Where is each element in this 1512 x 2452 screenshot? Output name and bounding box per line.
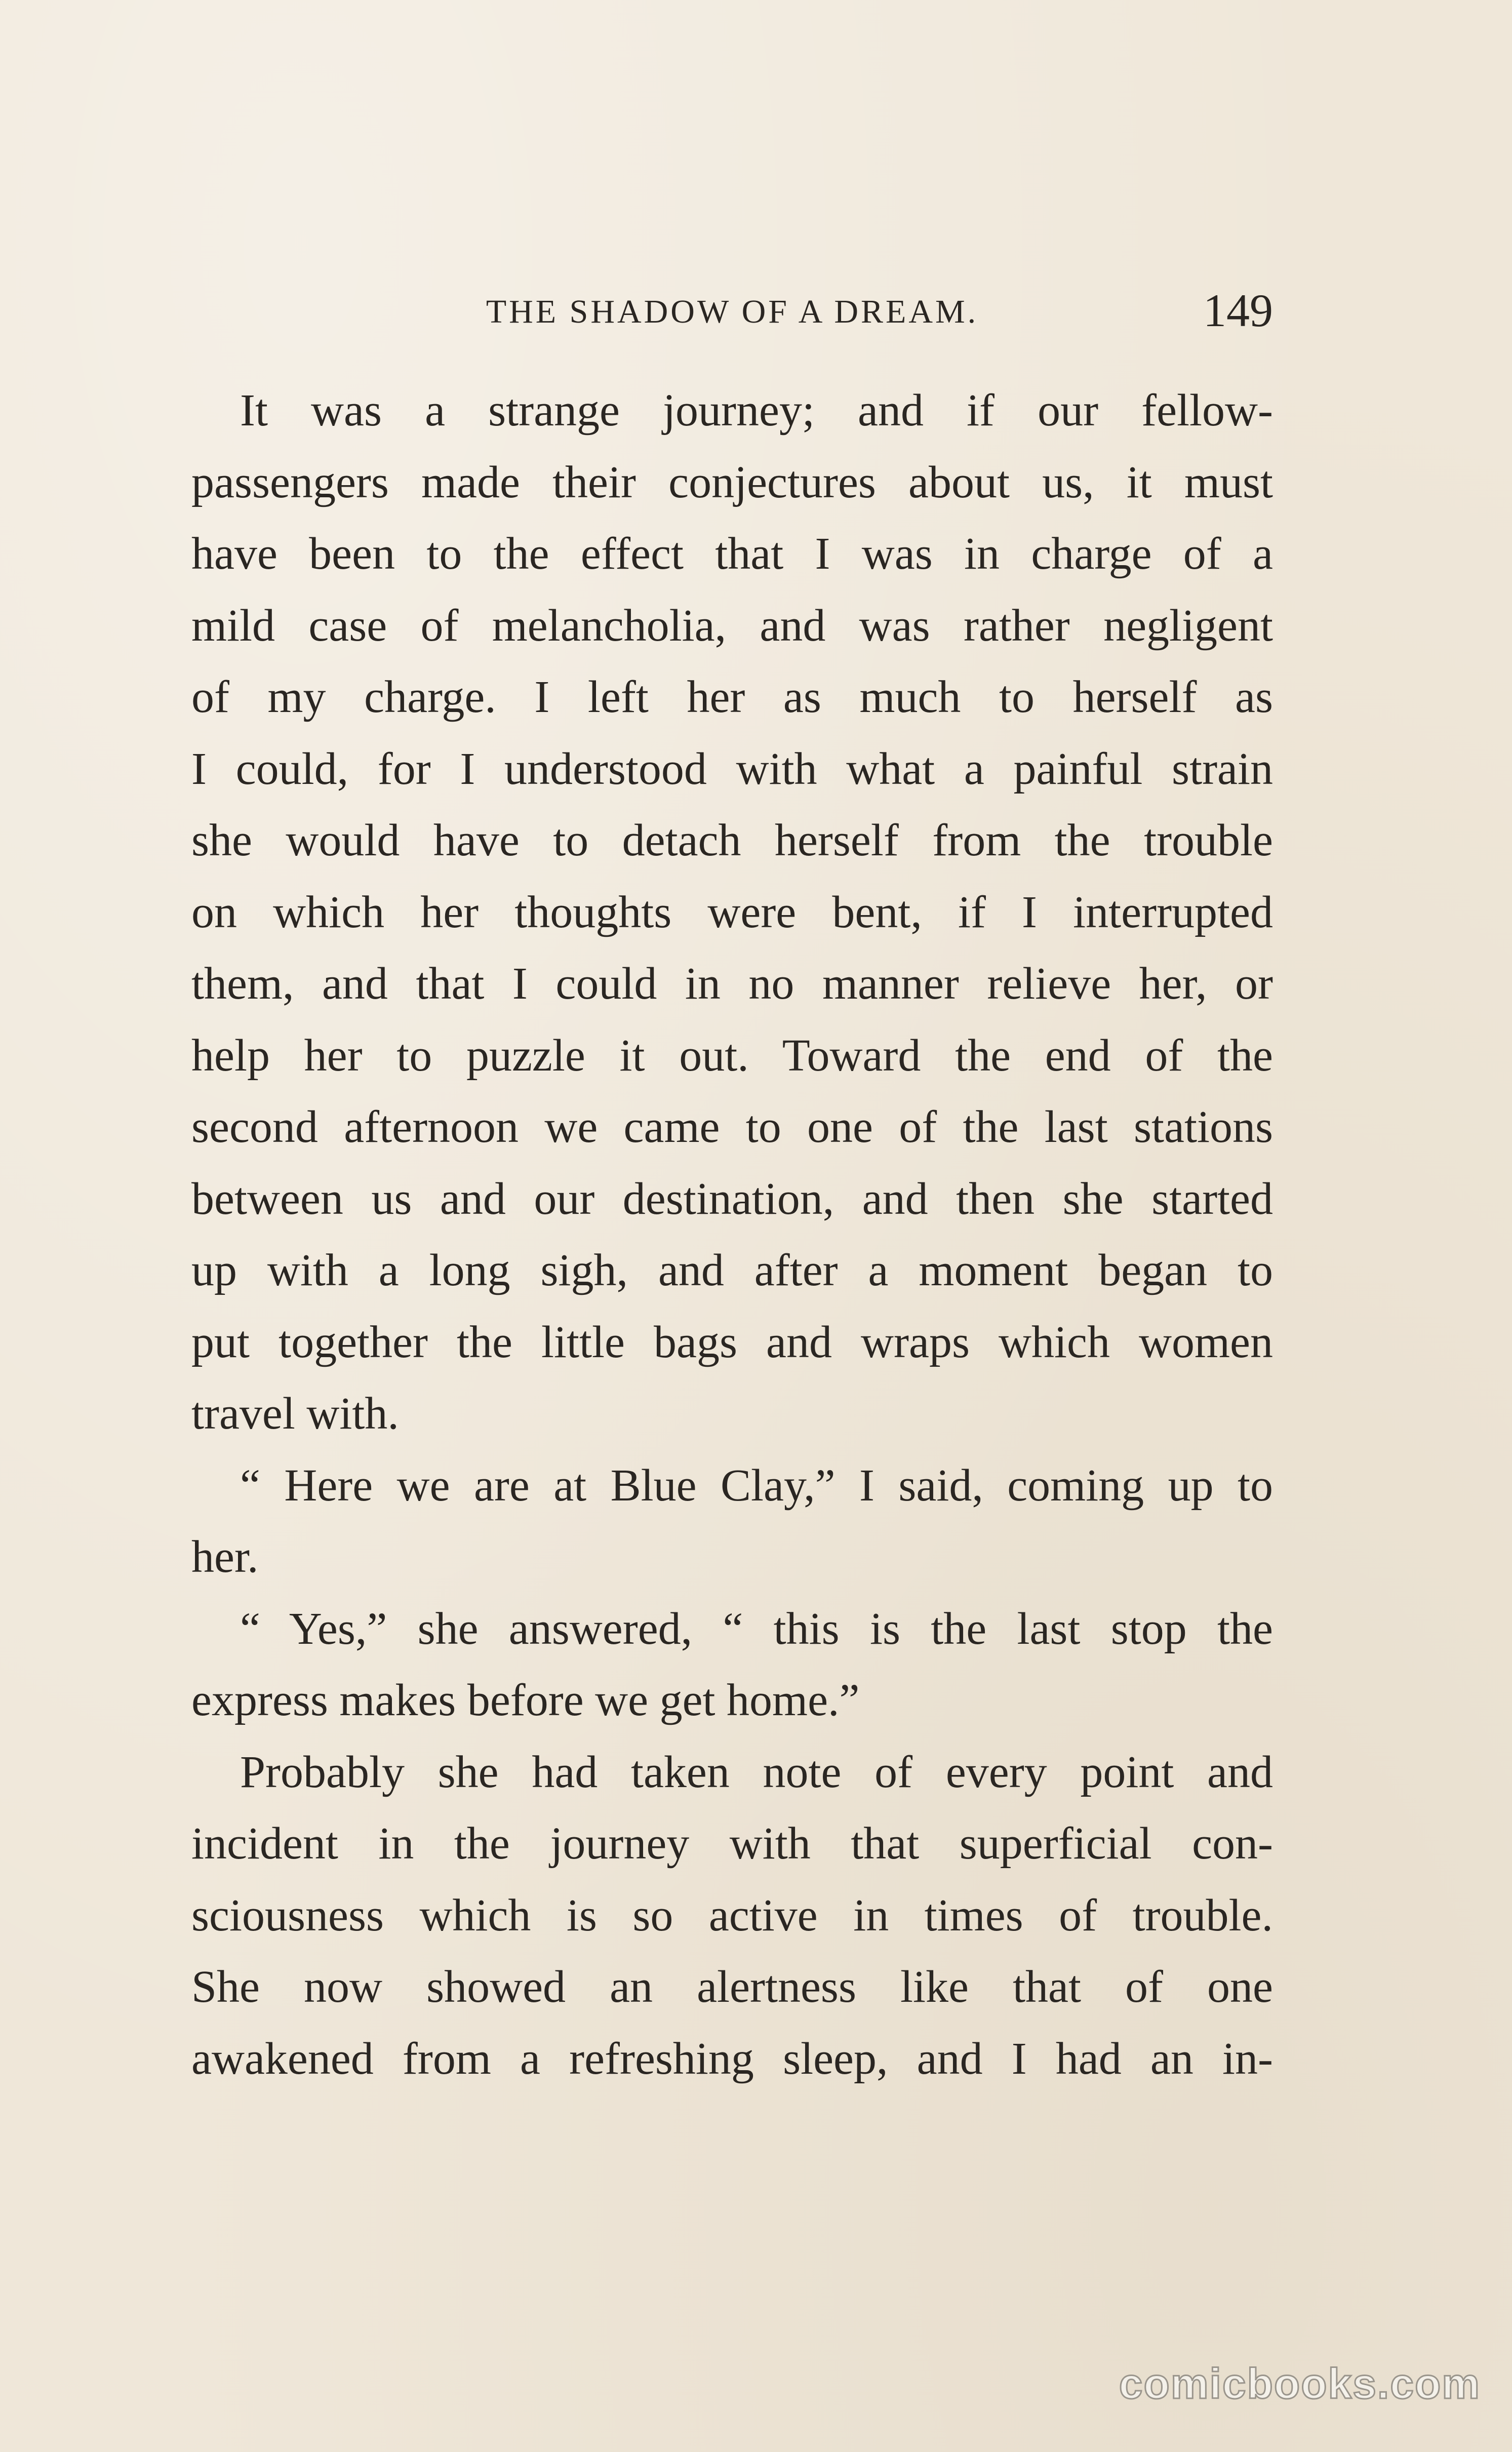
- text-line: mild case of melancholia, and was rather negligent: [191, 600, 1273, 651]
- page-number: 149: [1203, 285, 1273, 336]
- body-text: [191, 375, 1273, 2094]
- text-line: “ Yes,” she answered, “ this is the last stop the: [240, 1603, 1273, 1654]
- text-line: of my charge. I left her as much to herself as: [191, 672, 1273, 722]
- paragraph-1: [191, 375, 1273, 1450]
- text-line: travel with.: [191, 1389, 399, 1439]
- text-line: awakened from a refreshing sleep, and I had an in-: [191, 2033, 1273, 2084]
- text-line: her.: [191, 1532, 259, 1582]
- text-line: sciousness which is so active in times of trouble.: [191, 1890, 1273, 1941]
- paragraph-3: [191, 1593, 1273, 1736]
- paragraph-4: [191, 1736, 1273, 2095]
- watermark-logo: comicbooks.com: [1119, 2360, 1481, 2407]
- text-line: up with a long sigh, and after a moment began to: [191, 1245, 1273, 1295]
- text-line: she would have to detach herself from the trouble: [191, 815, 1273, 865]
- text-line: incident in the journey with that superficial con-: [191, 1818, 1273, 1869]
- text-line: passengers made their conjectures about us, it must: [191, 457, 1273, 507]
- text-line: help her to puzzle it out. Toward the end of the: [191, 1030, 1273, 1081]
- text-line: It was a strange journey; and if our fellow-: [240, 385, 1273, 436]
- text-line: between us and our destination, and then she started: [191, 1173, 1273, 1224]
- text-line: second afternoon we came to one of the last stations: [191, 1102, 1273, 1152]
- text-line: I could, for I understood with what a painful strain: [191, 743, 1273, 794]
- text-line: put together the little bags and wraps which women: [191, 1317, 1273, 1367]
- text-line: them, and that I could in no manner relieve her, or: [191, 959, 1273, 1009]
- text-line: express makes before we get home.”: [191, 1675, 860, 1725]
- text-line: on which her thoughts were bent, if I interrupted: [191, 887, 1273, 937]
- text-line: She now showed an alertness like that of one: [191, 1962, 1273, 2012]
- running-head: [191, 284, 1273, 344]
- text-line: have been to the effect that I was in charge of a: [191, 529, 1273, 579]
- text-line: Probably she had taken note of every point and: [240, 1747, 1273, 1797]
- running-title: THE SHADOW OF A DREAM.: [486, 293, 979, 330]
- paragraph-2: [191, 1450, 1273, 1593]
- text-line: “ Here we are at Blue Clay,” I said, coming up to: [240, 1460, 1273, 1511]
